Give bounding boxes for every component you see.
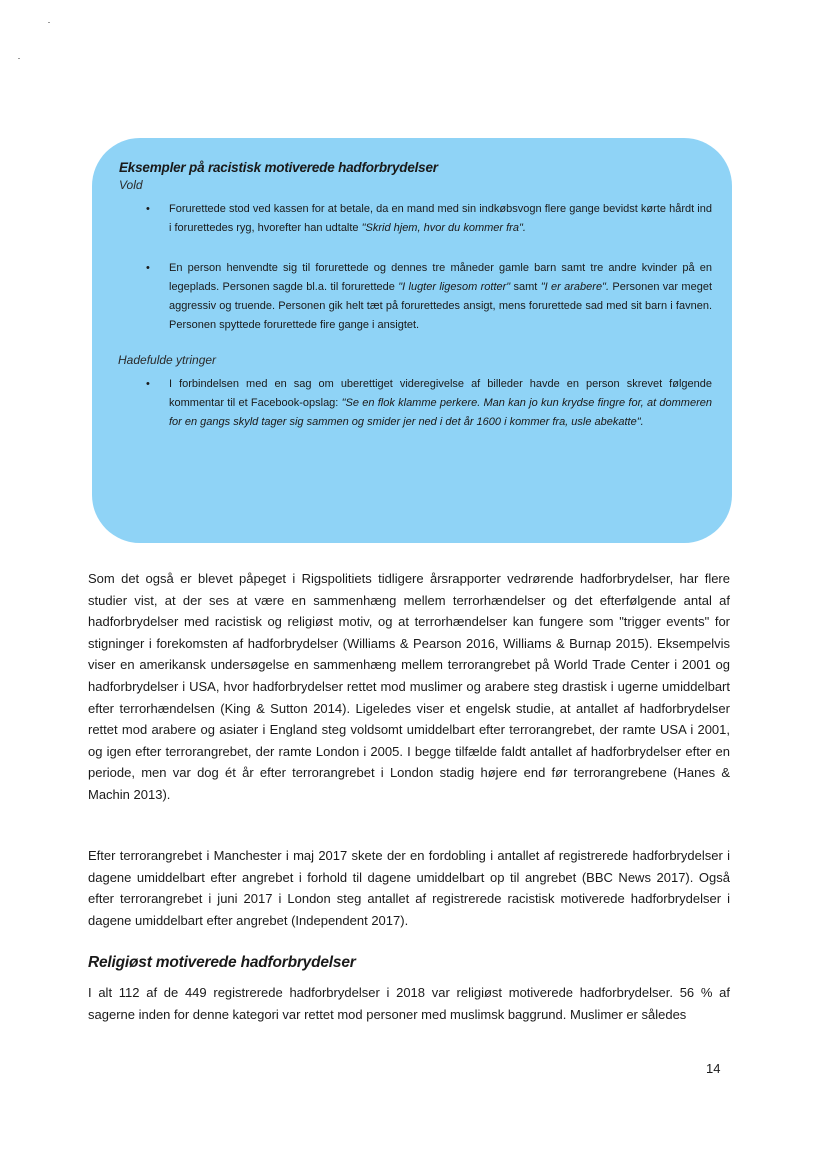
item-quote: "Skrid hjem, hvor du kommer fra". <box>361 222 526 234</box>
subhead-violence: Vold <box>119 178 143 192</box>
list-item <box>119 375 716 432</box>
bullet-icon: • <box>146 262 150 274</box>
bullet-icon: • <box>146 378 150 390</box>
bullet-icon: • <box>146 203 150 215</box>
body-paragraph-1: Som det også er blevet påpeget i Rigspolitiets tidligere årsrapporter vedrørende hadforbrydelser, har flere studier vist, at der ses at være en sammenhæng mellem terrorhændelser og det efterfølgende antal af hadforbrydelser med racistisk og religiøst motiv, og at terrorhændelser kan fungere som "trigger events" for stigninger i forekomsten af hadforbrydelser (Williams & Pearson 2016, Williams & Burnap 2015). Eksempelvis viser en amerikansk undersøgelse en sammenhæng mellem terrorangrebet på World Trade Center i 2001 og hadforbrydelser i USA, hvor hadforbrydelser rettet mod muslimer og arabere steg drastisk i ugerne umiddelbart efter terrorhændelsen (King & Sutton 2014). Ligeledes viser et engelsk studie, at antallet af hadforbrydelser rettet mod arabere og asiater i England steg voldsomt umiddelbart efter terrorangrebet, der ramte USA i 2001, og igen efter terrorangrebet, der ramte London i 2005. I begge tilfælde faldt antallet af hadforbrydelser efter en periode, men var dog ét år efter terrorangrebet i London stadig højere end før terrorangrebene (Hanes & Machin 2013). <box>88 571 730 802</box>
item-quote-2: "I er arabere". <box>540 281 610 293</box>
example-box-title: Eksempler på racistisk motiverede hadforbrydelser <box>119 160 438 175</box>
item-text: Forurettede stod ved kassen for at betale, da en mand med sin indkøbsvogn flere gange bevidst kørte hårdt ind i forurettedes ryg, hvorefter han udtalte <box>169 203 712 234</box>
scan-speck <box>48 22 50 23</box>
section-heading: Religiøst motiverede hadforbrydelser <box>88 954 356 971</box>
item-text: En person henvendte sig til forurettede og dennes tre måneder gamle barn samt tre andre kvinder på en legeplads. Personen sagde bl.a. til forurettede <box>169 262 712 293</box>
example-box <box>92 138 732 543</box>
body-paragraph-2: Efter terrorangrebet i Manchester i maj 2017 skete der en fordobling i antallet af registrerede hadforbrydelser i dagene umiddelbart efter angrebet i forhold til dagene umiddelbart op til angrebet (BBC News 2017). Også efter terrorangrebet i juni 2017 i London steg antallet af registrerede racistisk motiverede hadforbrydelser i dagene umiddelbart efter angrebet (Independent 2017). <box>88 848 730 928</box>
scan-speck <box>18 58 20 59</box>
item-text-end: Personen var meget aggressiv og truende. Personen gik helt tæt på forurettedes ansigt, mens forurettede sad med sit barn i favnen. Personen spyttede forurettede fire gange i ansigtet. <box>169 281 712 331</box>
section-paragraph: I alt 112 af de 449 registrerede hadforbrydelser i 2018 var religiøst motiverede hadforbrydelser. 56 % af sagerne inden for denne kategori var rettet mod personer med muslimsk baggrund. Muslimer er således <box>88 985 730 1022</box>
list-item <box>119 200 716 238</box>
item-quote: "I lugter ligesom rotter" <box>398 281 511 293</box>
list-item <box>119 259 716 335</box>
item-text-continued: samt <box>510 281 541 293</box>
page-number: 14 <box>706 1061 721 1076</box>
subhead-hate-speech: Hadefulde ytringer <box>118 353 217 367</box>
item-quote: "Se en flok klamme perkere. Man kan jo kun krydse fingre for, at dommeren for en gangs skyld tager sig sammen og smider jer ned i det år 1600 i kommer fra, usle abekatte". <box>169 397 712 428</box>
hate-speech-list <box>119 375 716 432</box>
violence-list <box>119 200 716 335</box>
item-text: I forbindelsen med en sag om uberettiget videregivelse af billeder havde en person skrevet følgende kommentar til et Facebook-opslag: <box>169 378 712 409</box>
